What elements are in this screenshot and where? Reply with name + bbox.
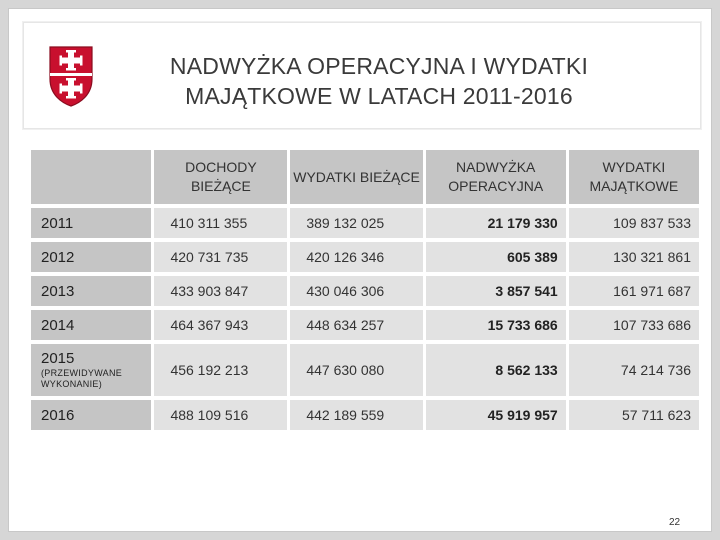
table-row [31, 344, 699, 396]
cell-nadwyzka: 15 733 686 [426, 310, 569, 340]
budget-table [31, 146, 699, 434]
cell-dochody: 464 367 943 [154, 310, 290, 340]
cell-wydatki: 430 046 306 [290, 276, 425, 306]
row-year: 2013 [31, 276, 154, 306]
table-row [31, 276, 699, 306]
row-year: 2014 [31, 310, 154, 340]
cell-wydatki: 448 634 257 [290, 310, 425, 340]
cell-majatkowe: 161 971 687 [569, 276, 699, 306]
cell-wydatki: 420 126 346 [290, 242, 425, 272]
cell-wydatki: 442 189 559 [290, 400, 425, 430]
row-year: 2012 [31, 242, 154, 272]
city-coat-of-arms-icon [48, 45, 94, 107]
header-wydatki-biezace: WYDATKI BIEŻĄCE [290, 150, 425, 204]
slide [8, 8, 712, 532]
cell-dochody: 456 192 213 [154, 344, 290, 396]
header-dochody-biezace: DOCHODY BIEŻĄCE [154, 150, 290, 204]
cell-dochody: 420 731 735 [154, 242, 290, 272]
slide-title: NADWYŻKA OPERACYJNA I WYDATKI MAJĄTKOWE W LATACH 2011-2016 [169, 53, 589, 109]
title-band [23, 22, 701, 129]
cell-nadwyzka: 45 919 957 [426, 400, 569, 430]
page-number: 22 [669, 517, 681, 528]
cell-dochody: 433 903 847 [154, 276, 290, 306]
row-year: 2016 [31, 400, 154, 430]
row-year-note: (PRZEWIDYWANE WYKONANIE) [41, 368, 123, 389]
table-header-row [31, 150, 699, 204]
cell-nadwyzka: 3 857 541 [426, 276, 569, 306]
cell-majatkowe: 57 711 623 [569, 400, 699, 430]
cell-nadwyzka: 8 562 133 [426, 344, 569, 396]
cell-wydatki: 447 630 080 [290, 344, 425, 396]
table-row [31, 208, 699, 238]
row-year: 2015 [41, 350, 75, 367]
table-row [31, 400, 699, 430]
cell-majatkowe: 109 837 533 [569, 208, 699, 238]
cell-majatkowe: 74 214 736 [569, 344, 699, 396]
cell-dochody: 410 311 355 [154, 208, 290, 238]
header-empty [31, 150, 154, 204]
cell-nadwyzka: 605 389 [426, 242, 569, 272]
row-year: 2011 [31, 208, 154, 238]
header-wydatki-majatkowe: WYDATKI MAJĄTKOWE [569, 150, 699, 204]
table-row [31, 242, 699, 272]
cell-majatkowe: 107 733 686 [569, 310, 699, 340]
cell-nadwyzka: 21 179 330 [426, 208, 569, 238]
cell-majatkowe: 130 321 861 [569, 242, 699, 272]
cell-wydatki: 389 132 025 [290, 208, 425, 238]
table-row [31, 310, 699, 340]
header-nadwyzka-operacyjna: NADWYŻKA OPERACYJNA [426, 150, 569, 204]
row-year-cell [31, 344, 154, 396]
cell-dochody: 488 109 516 [154, 400, 290, 430]
